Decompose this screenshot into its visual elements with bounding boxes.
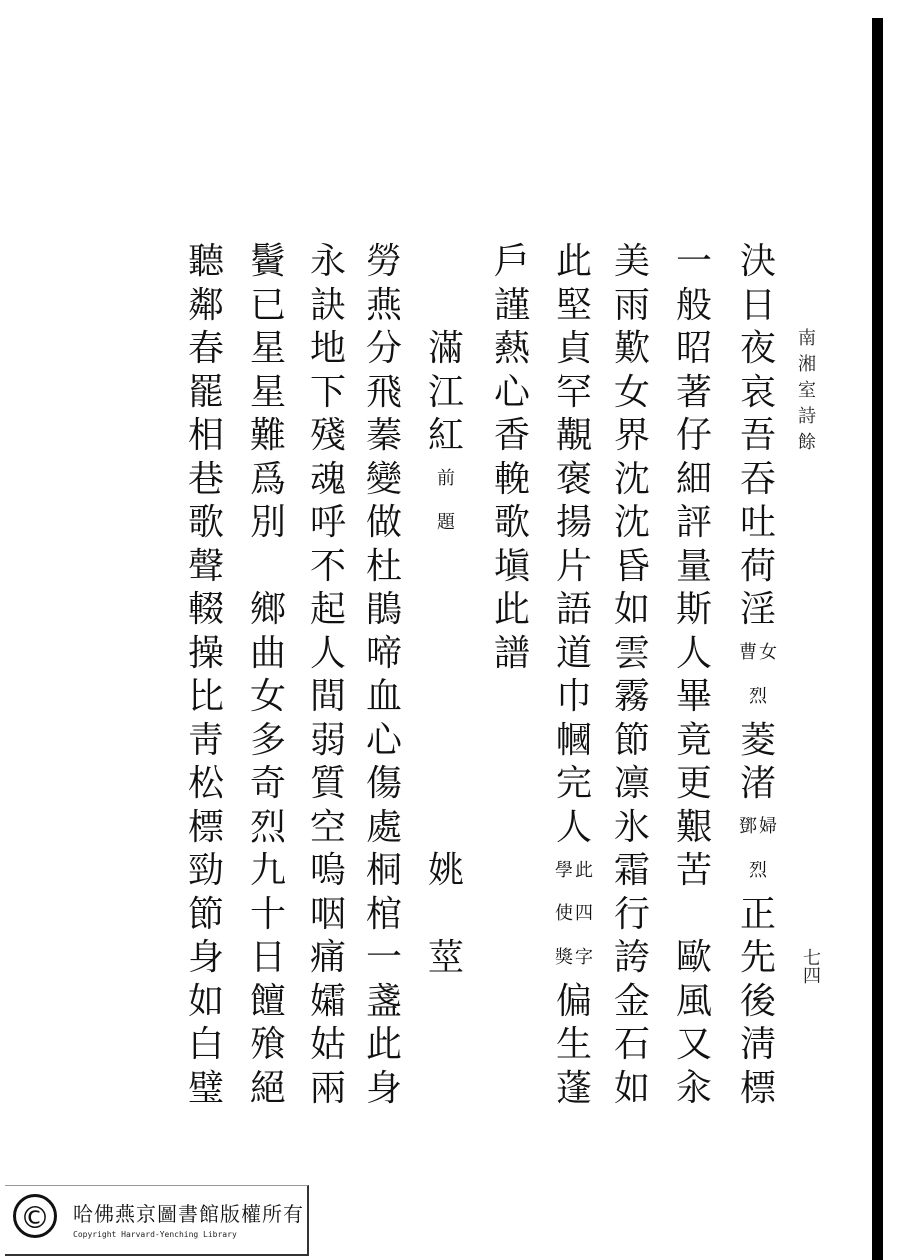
verse-text: 一 般 昭 著 仔 細 評 量 斯 人 畢 竟 更 艱 苦 <box>675 241 712 891</box>
annotation-text: 烈 <box>749 685 767 707</box>
text-column-10 <box>181 240 231 1110</box>
verse-text: 永 訣 地 下 殘 魂 呼 不 起 人 間 弱 質 空 嗚 咽 痛 孀 姑 兩 <box>309 241 346 1109</box>
copyright-icon: © <box>13 1194 57 1238</box>
verse-text: 聽 鄰 春 罷 相 巷 歌 聲 輟 操 比 靑 松 標 勁 節 身 如 白 璧 <box>187 241 224 1109</box>
verse-text: 戶 謹 爇 心 香 輓 歌 塡 此 譜 <box>493 241 530 674</box>
verse-text: 決 日 夜 哀 吾 吞 吐 荷 淫 <box>739 241 776 630</box>
annotation-text: 烈 <box>749 859 767 881</box>
annotation-text: 題 <box>437 511 455 533</box>
annotation-text: 女 曹 <box>739 642 777 664</box>
annotation-text: 四 使 <box>555 903 593 925</box>
verse-text: 菱 渚 <box>739 719 776 804</box>
annotation-text: 此 學 <box>555 859 593 881</box>
margin-title: 南湘室詩餘 <box>795 328 816 458</box>
text-column-7 <box>359 240 409 1110</box>
annotation-text: 前 <box>437 468 455 490</box>
text-column-3 <box>607 240 657 1110</box>
copyright-chinese: 哈佛燕京圖書館版權所有 <box>73 1202 304 1226</box>
verse-text: 勞 燕 分 飛 蓁 變 做 杜 鵑 啼 血 心 傷 處 桐 棺 一 盞 此 身 <box>365 241 402 1109</box>
verse-text: 鬢 已 星 星 難 爲 別 <box>249 241 286 543</box>
verse-text: 偏 生 蓬 <box>555 980 592 1109</box>
text-column-2 <box>669 240 719 1110</box>
text-column-6 <box>421 240 471 980</box>
verse-text: 歐 風 又 汆 <box>675 937 712 1109</box>
binding-edge-bar <box>872 18 883 1260</box>
verse-text: 莖 <box>427 937 464 978</box>
text-column-1 <box>733 240 783 1110</box>
annotation-text: 字 獎 <box>555 946 593 968</box>
verse-text: 姚 <box>427 850 464 891</box>
verse-text: 滿 江 紅 <box>427 328 464 456</box>
verse-text: 正 先 後 淸 標 <box>739 893 776 1109</box>
copyright-stamp <box>5 1185 309 1256</box>
verse-text: 此 堅 貞 罕 覯 褒 揚 片 語 道 巾 幗 完 人 <box>555 241 592 848</box>
text-column-9 <box>243 240 293 1110</box>
text-column-5 <box>487 240 537 675</box>
verse-text: 鄉 曲 女 多 奇 烈 九 十 日 饘 飱 絕 <box>249 589 286 1109</box>
copyright-english: Copyright Harvard-Yenching Library <box>73 1230 237 1239</box>
text-column-8 <box>303 240 353 1110</box>
annotation-text: 婦 鄧 <box>739 816 777 838</box>
text-column-4 <box>549 240 599 1110</box>
verse-text: 美 雨 歎 女 界 沈 沈 昏 如 雲 霧 節 凛 氷 霜 行 誇 金 石 如 <box>613 241 650 1109</box>
page-number: 七四 <box>800 948 821 984</box>
